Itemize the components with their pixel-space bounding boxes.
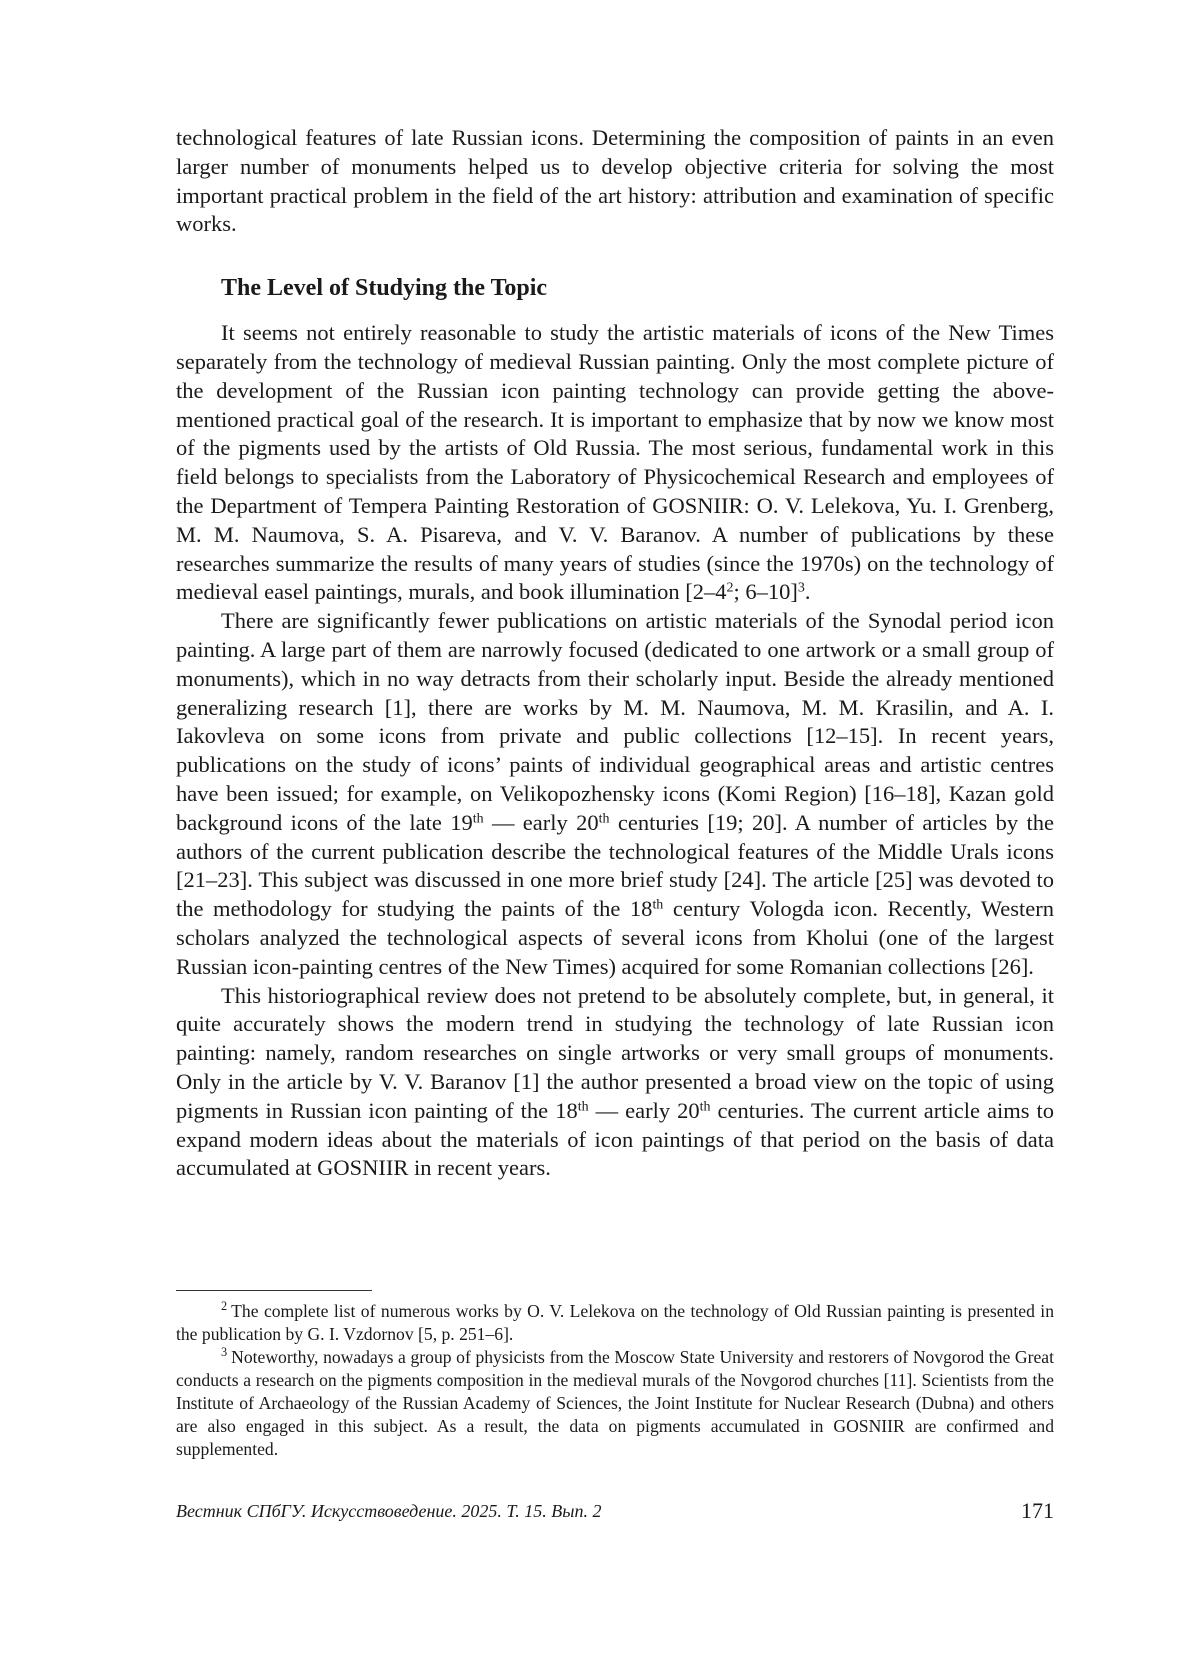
footnote-3: [176, 1346, 1054, 1461]
footnote-2: [176, 1300, 1054, 1346]
paragraph-2-text-d: century Vologda icon. Recently, Western scholars analyzed the technological aspects of several icons from Kholui (one of the largest Russian icon-painting centres of the New Times) acquired for some Romanian collections [26].: [176, 896, 1054, 979]
footnote-text: Noteworthy, nowadays a group of physicists from the Moscow State University and restorers of Novgorod the Great conducts a research on the pigments composition in the medieval murals of the Novgorod churches [11]. Scientists from the Institute of Archaeology of the Russian Academy of Sciences, the Joint Institute for Nuclear Research (Dubna) and others are also engaged in this subject. As a result, the data on pigments accumulated in GOSNIIR are confirmed and supplemented.: [176, 1347, 1054, 1459]
footnote-divider: [176, 1290, 372, 1291]
footnote-text: The complete list of numerous works by O. V. Lelekova on the technology of Old Russian painting is presented in the publication by G. I. Vzdornov [5, p. 251–6].: [176, 1301, 1054, 1344]
footnote-ref-3[interactable]: 3: [797, 580, 805, 596]
paragraph-1-text: It seems not entirely reasonable to study the artistic materials of icons of the New Times separately from the technology of medieval Russian painting. Only the most complete picture of the development of the Russian icon painting technology can provide getting the above-mentioned practical goal of the research. It is important to emphasize that by now we know most of the pigments used by the artists of Old Russia. The most serious, fundamental work in this field belongs to specialists from the Laboratory of Physicochemical Research and employees of the Department of Tempera Painting Restoration of GOSNIIR: O. V. Lelekova, Yu. I. Grenberg, M. M. Naumova, S. A. Pisareva, and V. V. Baranov. A number of publications by these researches summarize the results of many years of studies (since the 1970s) on the technology of medieval easel paintings, murals, and book illumination [2–4: [176, 320, 1054, 605]
ordinal-suffix: th: [472, 811, 484, 827]
paragraph-3-text-a: This historiographical review does not pretend to be absolutely complete, but, in general, it quite accurately shows the modern trend in studying the technology of late Russian icon painting: namely, random researches on single artworks or very small groups of monuments. Only in the article by V. V. Baranov [1] the author presented a broad view on the topic of using pigments in Russian icon painting of the 18: [176, 982, 1054, 1123]
paragraph-2-text-c: centuries [19; 20]. A number of articles by the authors of the current publication describe the technological features of the Middle Urals icons [21–23]. This subject was discussed in one more brief study [24]. The article [25] was devoted to the methodology for studying the paints of the 18: [176, 809, 1055, 922]
footnote-marker: 3: [221, 1345, 228, 1360]
footnote-marker: 2: [221, 1299, 228, 1314]
paragraph-1: [176, 319, 1054, 607]
journal-title: Вестник СПбГУ. Искусствоведение. 2025. Т. 15. Вып. 2: [176, 1501, 602, 1521]
paragraph-2-text-b: — early 20: [483, 809, 599, 835]
ordinal-suffix: th: [652, 897, 664, 913]
page-number: 171: [1021, 1498, 1054, 1523]
paragraph-1-text-cont: ; 6–10]: [733, 579, 798, 605]
footnotes: [176, 1300, 1054, 1461]
intro-paragraph: technological features of late Russian icons. Determining the composition of paints in an even larger number of monuments helped us to develop objective criteria for solving the most important practical problem in the field of the art history: attribution and examination of specific works.: [176, 125, 1054, 237]
footnote-ref-2[interactable]: 2: [726, 580, 734, 596]
paragraph-3-text-b: — early 20: [588, 1097, 700, 1123]
ordinal-suffix: th: [577, 1099, 589, 1115]
paragraph-1-end: .: [804, 579, 811, 605]
page-footer: [176, 1498, 1054, 1526]
paragraph-3: [176, 982, 1054, 1184]
section-heading: The Level of Studying the Topic: [221, 275, 548, 302]
paragraph-3-text-c: centuries. The current article aims to expand modern ideas about the materials of icon paintings of that period on the basis of data accumulated at GOSNIIR in recent years.: [176, 1097, 1054, 1181]
paragraph-2: [176, 607, 1054, 981]
ordinal-suffix: th: [699, 1099, 711, 1115]
paragraph-2-text-a: There are significantly fewer publications on artistic materials of the Synodal period icon painting. A large part of them are narrowly focused (dedicated to one artwork or a small group of monuments), which in no way detracts from their scholarly input. Beside the already mentioned generalizing research [1], there are works by M. M. Naumova, M. M. Krasilin, and A. I. Iakovleva on some icons from private and public collections [12–15]. In recent years, publications on the study of icons’ paints of individual geographical areas and artistic centres have been issued; for example, on Velikopozhensky icons (Komi Region) [16–18], Kazan gold background icons of the late 19: [176, 608, 1054, 835]
main-text: [176, 124, 1054, 1183]
ordinal-suffix: th: [598, 811, 610, 827]
